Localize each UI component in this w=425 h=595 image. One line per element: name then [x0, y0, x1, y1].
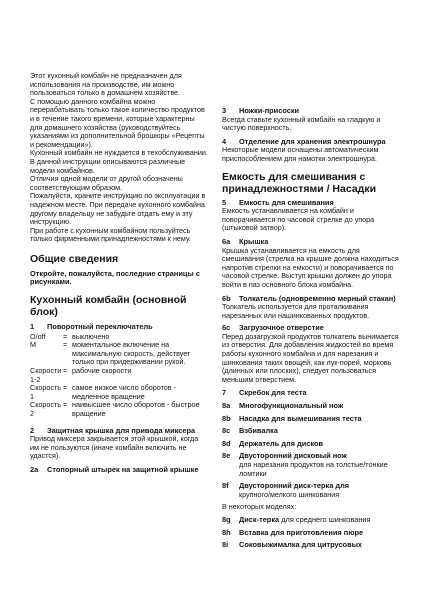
item-label: Многофункциональный нож	[239, 401, 344, 411]
item-number: 2a	[30, 464, 39, 474]
item-8f-sub: крупного/мелкого шинкования	[239, 489, 340, 499]
item-number: 1	[30, 322, 35, 332]
item-label: Насадка для вымешивания теста	[239, 413, 362, 423]
item-label: Толкатель (одновременно мерный стакан)	[239, 293, 396, 303]
switch-eq: =	[63, 331, 68, 341]
item-8h-heading	[222, 529, 402, 538]
item-label: Соковыжималка для цитрусовых	[239, 540, 363, 550]
switch-key: Скорость 1	[30, 383, 62, 401]
switch-key: M	[30, 340, 36, 350]
item-label: Стопорный штырек на защитной крышке	[47, 464, 199, 474]
item-label: Отделение для хранения электрошнура	[239, 136, 386, 146]
intro-para-7: При работе с кухонным комбайном пользуйтесь только фирменными принадлежностями к нему.	[30, 225, 191, 244]
switch-value: наивысшее число оборотов - быстрое вращение	[72, 400, 200, 418]
switch-value: выключено	[72, 331, 110, 341]
item-number: 8i	[222, 540, 229, 550]
item-number: 8g	[222, 514, 231, 524]
item-3-text: Всегда ставьте кухонный комбайн на гладкую и чистую поверхность.	[222, 114, 381, 133]
intro-para-3: Кухонный комбайн не нуждается в техобслуживании.	[30, 148, 208, 158]
item-number: 8с	[222, 426, 231, 436]
item-number: 8f	[222, 481, 229, 491]
general-heading: Общие сведения	[30, 252, 119, 265]
item-2a-heading	[30, 466, 208, 475]
item-label: Скребок для теста	[239, 388, 307, 398]
switch-key: O/off	[30, 331, 46, 341]
intro-para-6: Пожалуйста, храните инструкцию по эксплуатации в надежном месте. При передаче кухонного комбайна другому владельцу не забудьте отдать ему и эту инструкцию.	[30, 191, 206, 227]
item-label-rest: для среднего шинкования	[279, 514, 371, 524]
item-8i-heading	[222, 541, 402, 550]
item-label: Вставка для приготовления пюре	[239, 527, 364, 537]
intro-para-1: Этот кухонный комбайн не предназначен для использования на производстве, им можно пользоваться только в домашнем хозяйстве.	[30, 71, 182, 98]
item-6c-text: Перед дозагрузкой продуктов толкатель вынимается из отверстия. Для добавления жидкостей во время работы кухонного комбайна и для нарезания и шинкования таких овощей, как лук-порей, морковь (длинных или плоских), следует пользоваться меньшим отверстием.	[222, 331, 399, 384]
item-label: Загрузочное отверстие	[239, 323, 324, 333]
item-label: Взбивалка	[239, 426, 278, 436]
item-number: 2	[30, 425, 35, 435]
intro-para-5: Отличия одной модели от другой обозначены соответствующим образом.	[30, 174, 183, 192]
item-number: 7	[222, 388, 227, 398]
switch-row	[30, 384, 208, 401]
item-7-heading	[222, 389, 402, 398]
item-label: Держатель для дисков	[239, 438, 324, 448]
switch-row	[30, 367, 208, 384]
item-label: Ножки-присоски	[239, 106, 300, 115]
switch-value: рабочие скорости	[72, 366, 132, 376]
kombain-heading: Кухонный комбайн (основной блок)	[30, 294, 187, 319]
item-number: 5	[222, 197, 227, 207]
item-label: Поворотный переключатель	[47, 322, 153, 332]
item-number: 8d	[222, 438, 231, 448]
switch-key: Скорость 2	[30, 400, 62, 418]
item-4-text: Некоторые модели оснащены автоматическим приспособлением для намотки электрошнура.	[222, 145, 379, 163]
intro-para-4: В данной инструкции описываются различные модели комбайнов.	[30, 156, 186, 175]
models-note: В некоторых моделях:	[222, 502, 297, 512]
switch-eq: =	[63, 340, 68, 350]
item-5-text: Емкость устанавливается на комбайн и поворачивается по часовой стрелке до упора (штыковой затвор).	[222, 206, 375, 233]
item-label: Двусторонний диск-терка для	[239, 481, 350, 491]
item-label: Защитная крышка для привода миксера	[47, 425, 196, 435]
item-number: 3	[222, 106, 227, 115]
item-number: 6b	[222, 293, 231, 303]
item-1-heading	[30, 323, 208, 332]
right-column	[222, 107, 402, 550]
item-number: 4	[222, 136, 227, 146]
item-label: Двусторонний дисковый нож	[239, 451, 347, 461]
item-number: 6а	[222, 236, 231, 246]
item-2-text: Привод миксера закрывается этой крышкой, когда им не пользуются (иначе комбайн включить не удастся).	[30, 434, 199, 461]
switch-value: моментальное включение на максимальную скорость, действует только при придерживании рукой.	[72, 340, 191, 367]
item-6a-text: Крышка устанавливается на емкость для смешивания (стрелка на крышке должна находиться напротив стрелки на емкости) и поворачивается по часовой стрелке. Выступ крышки должен до упора войти в паз основного блока комбайна.	[222, 245, 399, 289]
switch-key: Скорости 1-2	[30, 366, 62, 384]
item-8c-heading	[222, 427, 402, 436]
item-6b-text: Толкатель используется для проталкивания нарезанных или нашинкованных продуктов.	[222, 302, 370, 320]
item-8d-heading	[222, 440, 402, 449]
item-label: Емкость для смешивания	[239, 197, 334, 207]
item-number: 8h	[222, 527, 231, 537]
item-number: 8а	[222, 401, 231, 411]
left-column	[30, 72, 208, 475]
switch-eq: =	[63, 383, 68, 393]
intro-para-2: С помощью данного комбайна можно перерабатывать только такое количество продуктов и в течение такого времени, которые характерны для домашнего хозяйства (руководствуйтесь указаниями из дополнительной брошюры «Рецепты и рекомендации»).	[30, 96, 205, 149]
item-8b-heading	[222, 415, 402, 424]
general-text: Откройте, пожалуйста, последние страницы с рисунками.	[30, 268, 200, 287]
switch-row	[30, 401, 208, 418]
item-number: 6с	[222, 323, 231, 333]
mix-heading: Емкость для смешивания с принадлежностями / Насадки	[222, 170, 377, 195]
item-label: Диск-терка	[239, 514, 280, 524]
switch-row	[30, 341, 208, 367]
item-8g-heading	[222, 516, 402, 525]
switch-eq: =	[63, 366, 68, 376]
switch-eq: =	[63, 400, 68, 410]
item-8e-sub: для нарезания продуктов на толстые/тонкие ломтики	[239, 460, 388, 478]
switch-value: самое низкое число оборотов - медленное вращение	[72, 383, 177, 401]
item-number: 8е	[222, 451, 231, 461]
item-8a-heading	[222, 402, 402, 411]
item-number: 8b	[222, 413, 231, 423]
item-label: Крышка	[239, 236, 269, 246]
